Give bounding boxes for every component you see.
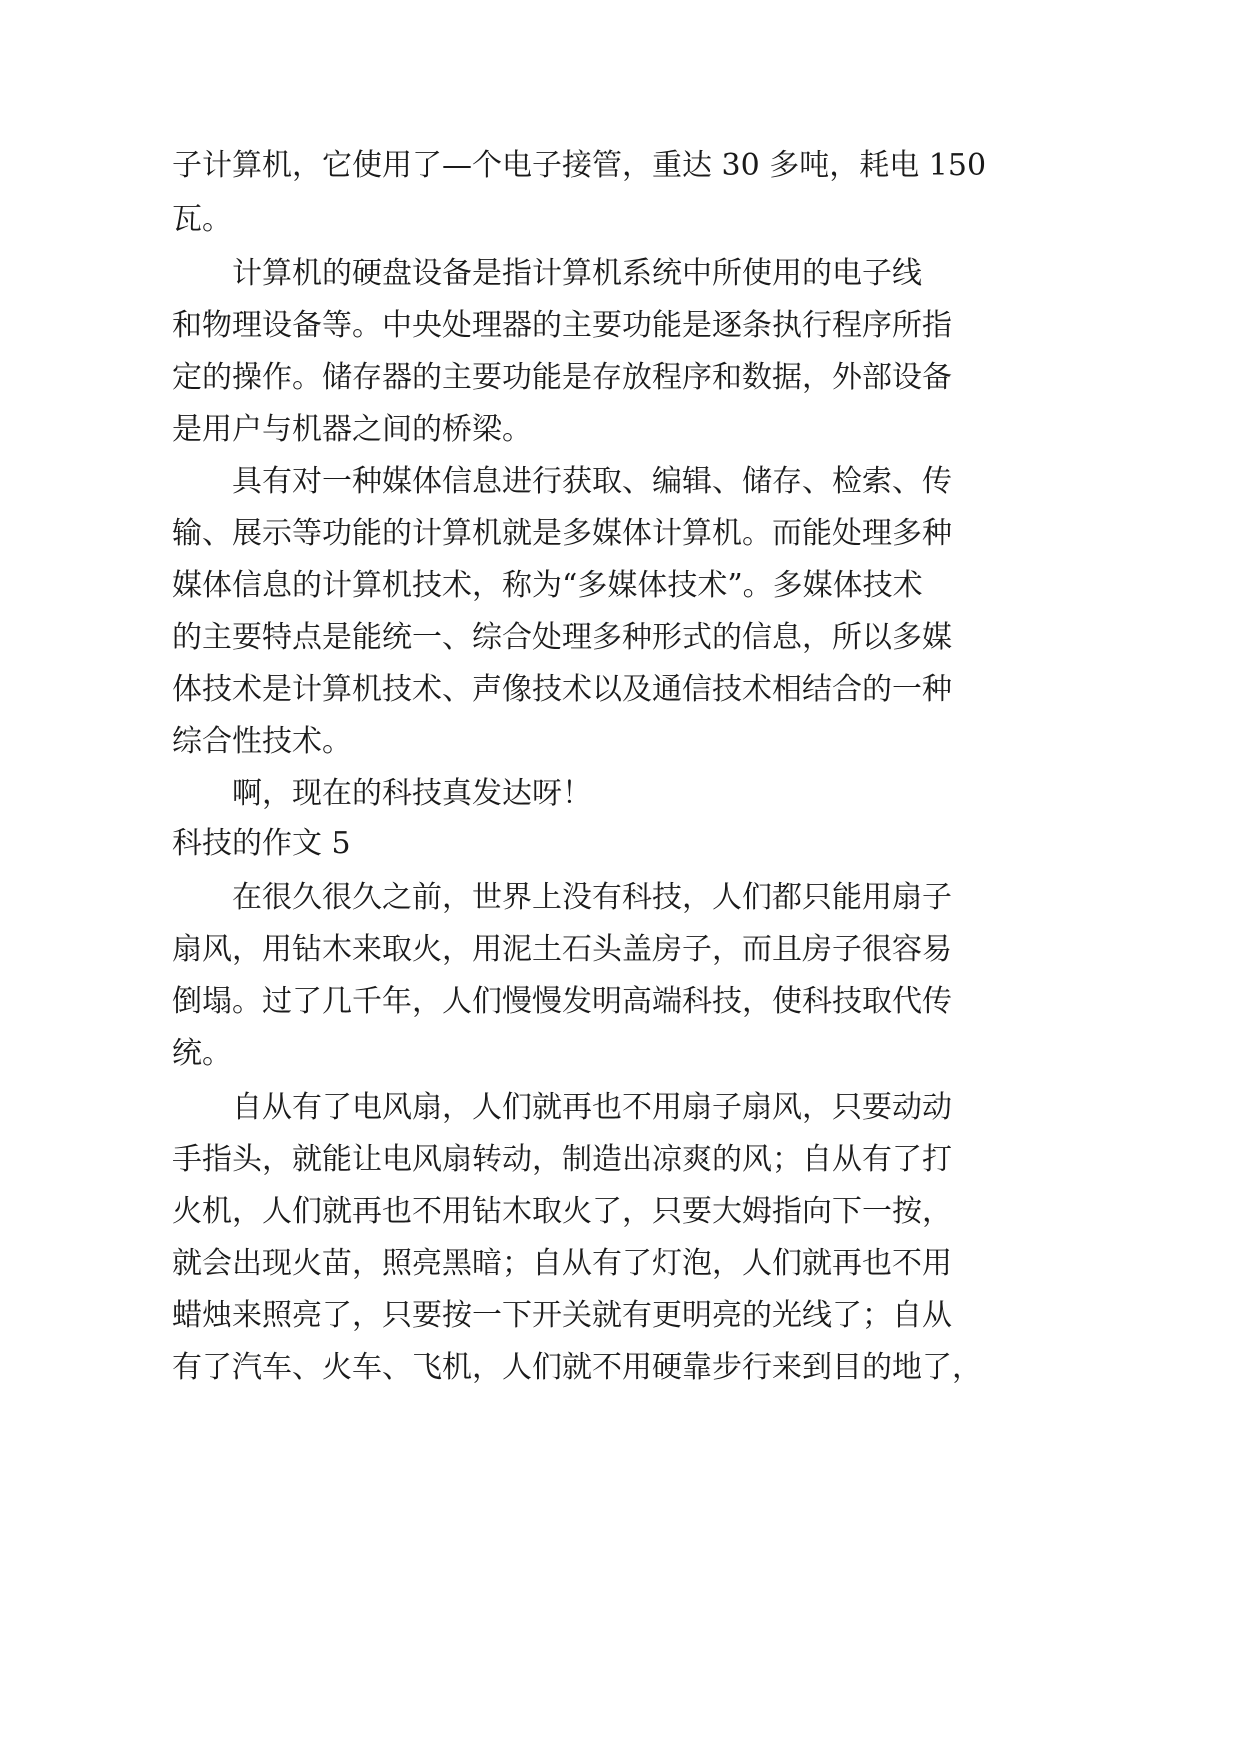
text-line: 子计算机，它使用了—个电子接管，重达 30 多吨，耗电 150 [172, 148, 987, 183]
text-line: 扇风，用钻木来取火，用泥土石头盖房子，而且房子很容易 [172, 932, 952, 967]
text-line: 计算机的硬盘设备是指计算机系统中所使用的电子线 [232, 256, 922, 291]
text-line: 就会出现火苗，照亮黑暗；自从有了灯泡，人们就再也不用 [172, 1246, 952, 1281]
text-line: 和物理设备等。中央处理器的主要功能是逐条执行程序所指 [172, 308, 952, 343]
text-line: 火机，人们就再也不用钻木取火了，只要大姆指向下一按， [172, 1194, 952, 1229]
text-line: 媒体信息的计算机技术，称为“多媒体技术”。多媒体技术 [172, 568, 923, 603]
text-line: 的主要特点是能统一、综合处理多种形式的信息，所以多媒 [172, 620, 952, 655]
text-line: 倒塌。过了几千年，人们慢慢发明高端科技，使科技取代传 [172, 984, 952, 1019]
section-heading: 科技的作文 5 [172, 826, 351, 861]
text-line: 自从有了电风扇，人们就再也不用扇子扇风，只要动动 [232, 1090, 952, 1125]
text-line: 在很久很久之前，世界上没有科技，人们都只能用扇子 [232, 880, 952, 915]
text-line: 有了汽车、火车、飞机，人们就不用硬靠步行来到目的地了， [172, 1350, 982, 1385]
text-line: 统。 [172, 1036, 232, 1071]
text-line: 输、展示等功能的计算机就是多媒体计算机。而能处理多种 [172, 516, 952, 551]
text-line: 手指头，就能让电风扇转动，制造出凉爽的风；自从有了打 [172, 1142, 952, 1177]
text-line: 综合性技术。 [172, 724, 352, 759]
text-line: 蜡烛来照亮了，只要按一下开关就有更明亮的光线了；自从 [172, 1298, 952, 1333]
text-line: 啊，现在的科技真发达呀！ [232, 776, 592, 811]
text-line: 是用户与机器之间的桥梁。 [172, 412, 532, 447]
text-line: 具有对一种媒体信息进行获取、编辑、储存、检索、传 [232, 464, 952, 499]
text-line: 定的操作。储存器的主要功能是存放程序和数据，外部设备 [172, 360, 952, 395]
text-line: 体技术是计算机技术、声像技术以及通信技术相结合的一种 [172, 672, 952, 707]
text-line: 瓦。 [172, 202, 232, 237]
